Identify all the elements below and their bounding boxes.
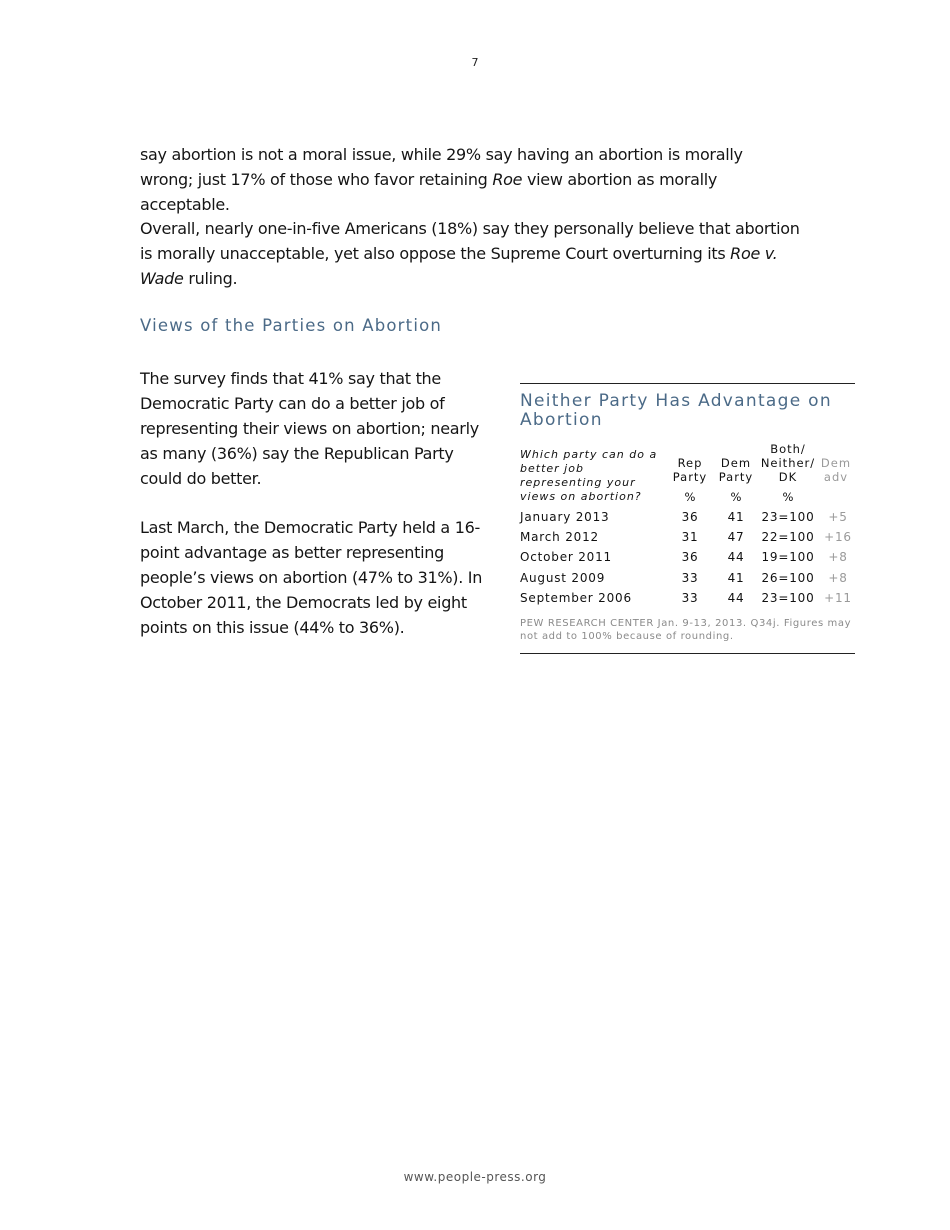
table-row — [520, 530, 855, 550]
col-header-adv: Dem adv — [820, 456, 852, 484]
table-row — [520, 571, 855, 591]
cell-adv: +8 — [828, 571, 848, 585]
cell-rep: 36 — [681, 550, 699, 564]
cell-adv: +5 — [828, 510, 848, 524]
table-row — [520, 550, 855, 570]
cell-adv: +16 — [824, 530, 852, 544]
paragraph-2: Overall, nearly one-in-five Americans (18%) say they personally believe that abortion is morally unacceptable, yet also oppose the Supreme Court overturning its Roe v. Wade ruling. — [140, 219, 800, 288]
row-label: August 2009 — [520, 571, 606, 585]
cell-dem: 41 — [727, 510, 745, 524]
paragraph-1: say abortion is not a moral issue, while 29% say having an abortion is morally wrong; just 17% of those who favor retaining Roe view abortion as morally acceptable. — [140, 145, 743, 214]
col-header-dem: Dem Party — [718, 456, 754, 484]
cell-both: 23=100 — [761, 591, 815, 605]
cell-rep: 33 — [681, 571, 699, 585]
roe-italic: Roe — [492, 170, 523, 189]
row-label: March 2012 — [520, 530, 599, 544]
cell-both: 19=100 — [761, 550, 815, 564]
col-header-both: Both/ Neither/ DK — [760, 442, 816, 484]
row-label: October 2011 — [520, 550, 612, 564]
table-row — [520, 510, 855, 530]
cell-dem: 44 — [727, 550, 745, 564]
paragraph-4: Last March, the Democratic Party held a 16-point advantage as better representing people’s views on abortion (47% to 31%). In October 2011, the Democrats led by eight points on this issue (44% to 36%). — [140, 518, 483, 637]
section-heading: Views of the Parties on Abortion — [140, 316, 443, 335]
cell-dem: 47 — [727, 530, 745, 544]
unit-rep: % — [684, 490, 696, 504]
cell-adv: +8 — [828, 550, 848, 564]
cell-rep: 36 — [681, 510, 699, 524]
cell-both: 26=100 — [761, 571, 815, 585]
unit-both: % — [782, 490, 794, 504]
roe-v-wade-italic: Roe v. Wade — [140, 244, 778, 288]
cell-both: 23=100 — [761, 510, 815, 524]
footer-url[interactable]: www.people-press.org — [403, 1170, 547, 1184]
cell-adv: +11 — [824, 591, 852, 605]
table-source-note: PEW RESEARCH CENTER Jan. 9-13, 2013. Q34j. Figures may not add to 100% because of rounding. — [520, 618, 852, 642]
table-question-header: Which party can do a better job representing your views on abortion? — [520, 448, 658, 503]
cell-rep: 33 — [681, 591, 699, 605]
chart-title: Neither Party Has Advantage on Abortion — [520, 391, 832, 430]
cell-dem: 44 — [727, 591, 745, 605]
row-label: January 2013 — [520, 510, 610, 524]
cell-rep: 31 — [681, 530, 699, 544]
unit-dem: % — [730, 490, 742, 504]
col-header-rep: Rep Party — [672, 456, 708, 484]
paragraph-3: The survey finds that 41% say that the Democratic Party can do a better job of representing their views on abortion; nearly as many (36%) say the Republican Party could do better. — [140, 369, 479, 488]
page-number: 7 — [471, 56, 479, 69]
chart-table-box — [520, 383, 855, 654]
cell-both: 22=100 — [761, 530, 815, 544]
cell-dem: 41 — [727, 571, 745, 585]
table-row — [520, 591, 855, 611]
row-label: September 2006 — [520, 591, 632, 605]
